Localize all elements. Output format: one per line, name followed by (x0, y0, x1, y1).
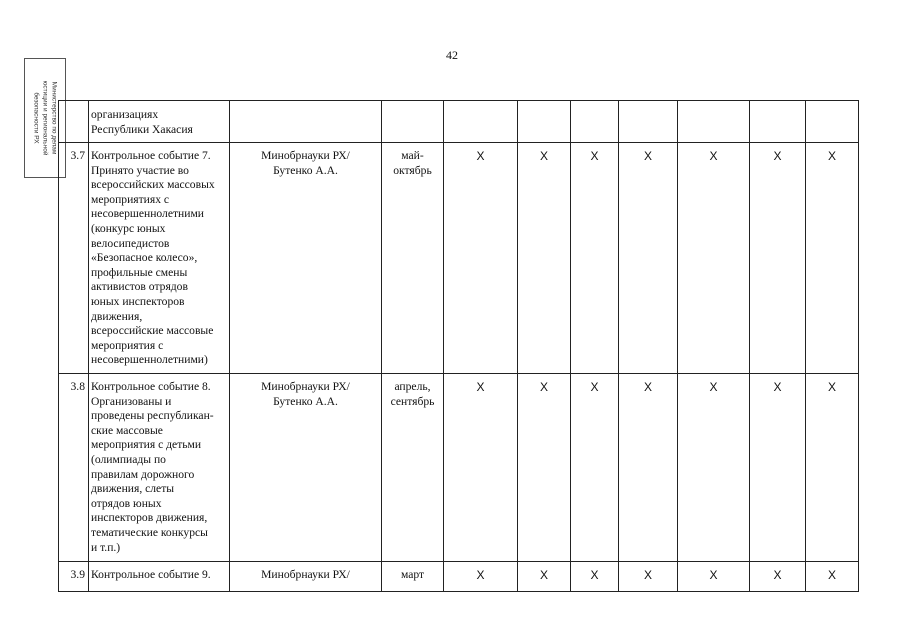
event-title: организациях Республики Хакасия (89, 101, 230, 143)
mark-cell: X (518, 374, 571, 562)
term: март (382, 562, 444, 592)
mark-cell (444, 101, 518, 143)
plan-table (58, 100, 859, 592)
mark-cell: X (806, 143, 859, 374)
mark-cell (750, 101, 806, 143)
event-title: Контрольное событие 8. Организованы и проведены республикан- ские массовые мероприятия с детьми (олимпиады по правилам дорожного движения, слеты отрядов юных инспекторов движения, тематические конкурсы и т.п.) (89, 374, 230, 562)
event-title: Контрольное событие 9. (89, 562, 230, 592)
row-number: 3.9 (59, 562, 89, 592)
mark-cell: X (750, 143, 806, 374)
mark-cell: X (678, 562, 750, 592)
mark-cell: X (619, 374, 678, 562)
stamp-text (32, 63, 59, 173)
table-row (59, 562, 859, 592)
stamp-line: Министерство по делам (50, 81, 58, 155)
term: май- октябрь (382, 143, 444, 374)
mark-cell (806, 101, 859, 143)
event-title: Контрольное событие 7. Принято участие во всероссийских массовых мероприятиях с несовершеннолетними (конкурс юных велосипедистов «Безопасное колесо», профильные смены активистов отрядов юных инспекторов движения, всероссийские массовые мероприятия с несовершеннолетними) (89, 143, 230, 374)
table-body (59, 101, 859, 592)
responsible (230, 101, 382, 143)
responsible: Минобрнауки РХ/ Бутенко А.А. (230, 143, 382, 374)
row-number: 3.7 (59, 143, 89, 374)
mark-cell: X (619, 143, 678, 374)
mark-cell (571, 101, 619, 143)
mark-cell: X (571, 374, 619, 562)
stamp-line: юстиции и региональной (41, 80, 49, 156)
term (382, 101, 444, 143)
mark-cell: X (678, 143, 750, 374)
mark-cell: X (518, 562, 571, 592)
mark-cell: X (750, 374, 806, 562)
mark-cell: X (619, 562, 678, 592)
mark-cell (619, 101, 678, 143)
row-number: 3.8 (59, 374, 89, 562)
mark-cell: X (571, 143, 619, 374)
mark-cell: X (518, 143, 571, 374)
mark-cell: X (678, 374, 750, 562)
term: апрель, сентябрь (382, 374, 444, 562)
mark-cell: X (444, 374, 518, 562)
mark-cell: X (750, 562, 806, 592)
mark-cell: X (806, 562, 859, 592)
mark-cell: X (806, 374, 859, 562)
table-row (59, 374, 859, 562)
mark-cell: X (571, 562, 619, 592)
row-number (59, 101, 89, 143)
mark-cell (518, 101, 571, 143)
responsible: Минобрнауки РХ/ (230, 562, 382, 592)
stamp-line: безопасности РХ (32, 92, 40, 144)
mark-cell (678, 101, 750, 143)
responsible: Минобрнауки РХ/ Бутенко А.А. (230, 374, 382, 562)
table-row (59, 101, 859, 143)
mark-cell: X (444, 562, 518, 592)
mark-cell: X (444, 143, 518, 374)
table-row (59, 143, 859, 374)
page-number: 42 (446, 48, 458, 62)
